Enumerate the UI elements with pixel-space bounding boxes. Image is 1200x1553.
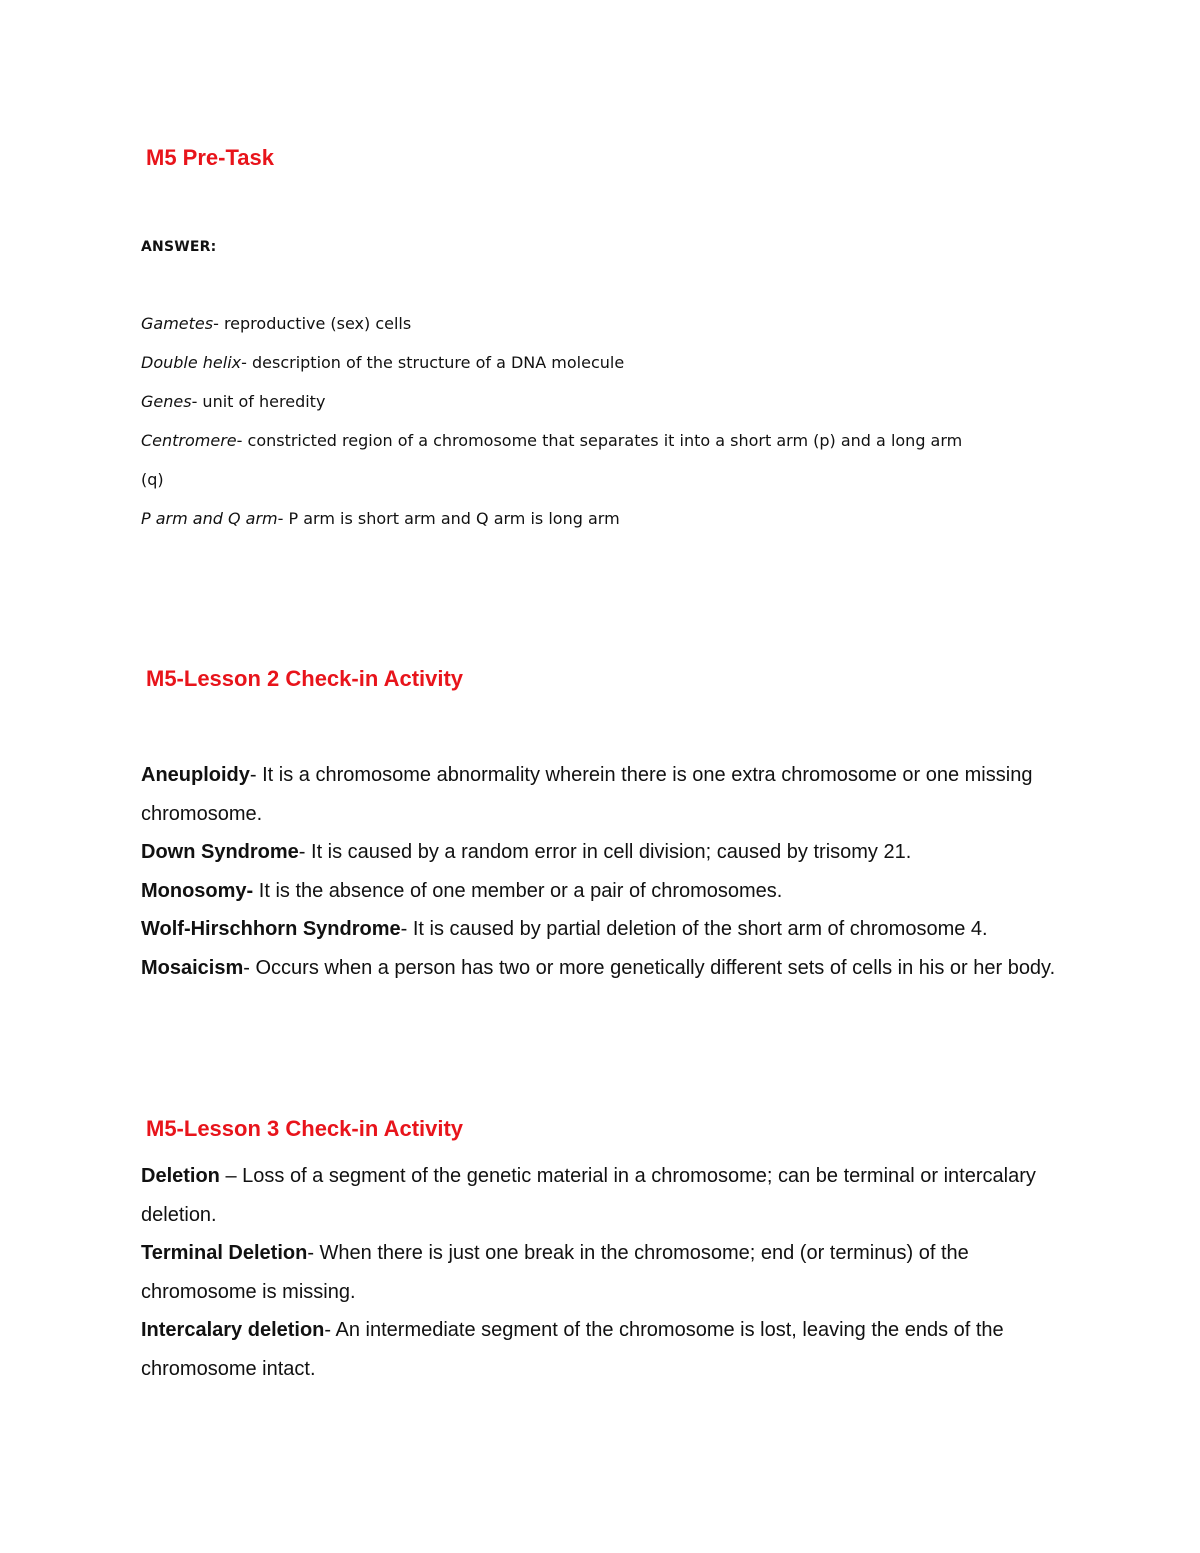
lesson2-heading: M5-Lesson 2 Check-in Activity bbox=[146, 666, 464, 691]
definition: - It is a chromosome abnormality wherein there is one extra chromosome or one missing chromosome. bbox=[141, 764, 1033, 825]
definition: - When there is just one break in the chromosome; end (or terminus) of the chromosome is missing. bbox=[141, 1242, 969, 1303]
list-item bbox=[141, 499, 1061, 538]
list-item bbox=[141, 872, 1071, 911]
list-item bbox=[141, 382, 1061, 421]
term: Gametes bbox=[141, 314, 214, 333]
lesson3-list bbox=[141, 1157, 1071, 1388]
term: Deletion bbox=[141, 1165, 220, 1187]
term: Mosaicism bbox=[141, 956, 244, 979]
list-item bbox=[141, 421, 1061, 460]
definition: - unit of heredity bbox=[191, 392, 326, 411]
term: Terminal Deletion bbox=[141, 1242, 308, 1264]
definition: – Loss of a segment of the genetic material in a chromosome; can be terminal or intercalary deletion. bbox=[141, 1165, 1036, 1226]
answer-label: ANSWER: bbox=[141, 239, 217, 255]
pretask-list bbox=[141, 304, 1061, 538]
term: Intercalary deletion bbox=[141, 1319, 325, 1341]
list-item-continuation: (q) bbox=[141, 470, 164, 489]
term: Down Syndrome bbox=[141, 841, 299, 863]
term: P arm and Q arm bbox=[141, 509, 278, 528]
term: Aneuploidy bbox=[141, 764, 250, 786]
definition: It is the absence of one member or a pair of chromosomes. bbox=[253, 879, 783, 902]
term: Wolf-Hirschhorn Syndrome bbox=[141, 918, 401, 940]
lesson3-heading: M5-Lesson 3 Check-in Activity bbox=[146, 1116, 464, 1141]
term: Double helix bbox=[141, 353, 242, 372]
pretask-heading: M5 Pre-Task bbox=[146, 145, 274, 170]
list-item bbox=[141, 1234, 1071, 1311]
term: Genes bbox=[141, 392, 192, 411]
list-item bbox=[141, 756, 1071, 833]
list-item bbox=[141, 1311, 1071, 1388]
list-item bbox=[141, 304, 1061, 343]
definition: - It is caused by partial deletion of the short arm of chromosome 4. bbox=[400, 918, 988, 940]
list-item bbox=[141, 343, 1061, 382]
definition: - constricted region of a chromosome that separates it into a short arm (p) and a long arm bbox=[236, 431, 963, 450]
list-item bbox=[141, 910, 1071, 949]
list-item bbox=[141, 949, 1071, 988]
list-item bbox=[141, 833, 1071, 872]
term: Centromere bbox=[141, 431, 237, 450]
definition: - P arm is short arm and Q arm is long arm bbox=[277, 509, 620, 528]
list-item bbox=[141, 1157, 1071, 1234]
definition: - Occurs when a person has two or more genetically different sets of cells in his or her body. bbox=[243, 956, 1056, 979]
lesson2-list bbox=[141, 756, 1071, 987]
term: Monosomy- bbox=[141, 879, 254, 902]
definition: - An intermediate segment of the chromosome is lost, leaving the ends of the chromosome intact. bbox=[141, 1319, 1004, 1380]
definition: - It is caused by a random error in cell division; caused by trisomy 21. bbox=[298, 841, 912, 863]
definition: - description of the structure of a DNA molecule bbox=[241, 353, 625, 372]
definition: - reproductive (sex) cells bbox=[213, 314, 412, 333]
